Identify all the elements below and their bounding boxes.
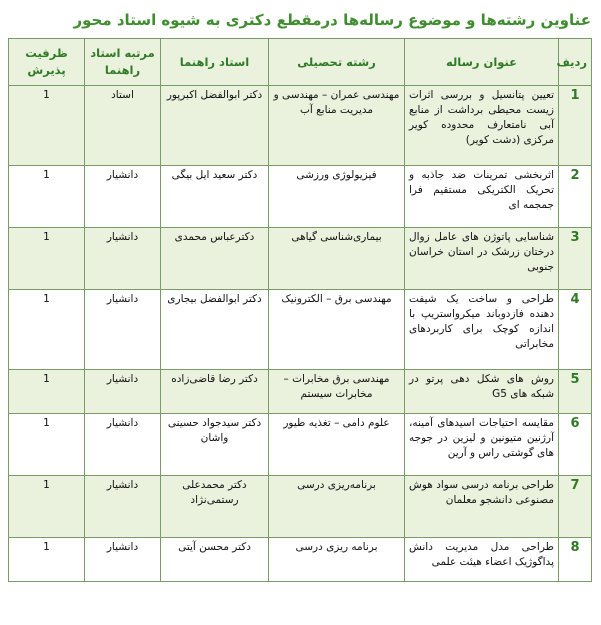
- header-thesis-title: عنوان رساله: [405, 39, 559, 86]
- capacity: 1: [9, 538, 85, 582]
- field-of-study: برنامه ریزی درسی: [269, 538, 405, 582]
- thesis-title: طراحی برنامه درسی سواد هوش مصنوعی دانشجو معلمان: [405, 476, 559, 538]
- table-row: [9, 86, 592, 166]
- header-advisor: استاد راهنما: [161, 39, 269, 86]
- header-field: رشته تحصیلی: [269, 39, 405, 86]
- advisor-name: دکتر رضا قاضی‌زاده: [161, 370, 269, 414]
- header-row-number: ردیف: [559, 39, 592, 86]
- header-advisor-rank: مرتبه استاد راهنما: [85, 39, 161, 86]
- table-row: [9, 166, 592, 228]
- advisor-rank: دانشیار: [85, 290, 161, 370]
- thesis-table: [8, 38, 592, 582]
- row-number: 4: [559, 290, 592, 370]
- advisor-name: دکتر سیدجواد حسینی واشان: [161, 414, 269, 476]
- table-row: [9, 290, 592, 370]
- table-row: [9, 476, 592, 538]
- row-number: 2: [559, 166, 592, 228]
- thesis-title: طراحی و ساخت یک شیفت دهنده فازدوباند میکرواستریپ با اندازه کوچک برای کاربردهای مخابراتی: [405, 290, 559, 370]
- row-number: 1: [559, 86, 592, 166]
- field-of-study: علوم دامی – تغذیه طیور: [269, 414, 405, 476]
- capacity: 1: [9, 414, 85, 476]
- capacity: 1: [9, 228, 85, 290]
- table-row: [9, 414, 592, 476]
- header-capacity: ظرفیت پذیرش: [9, 39, 85, 86]
- field-of-study: مهندسی برق – الکترونیک: [269, 290, 405, 370]
- table-row: [9, 538, 592, 582]
- capacity: 1: [9, 290, 85, 370]
- row-number: 7: [559, 476, 592, 538]
- advisor-rank: دانشیار: [85, 476, 161, 538]
- advisor-name: دکتر سعید ایل بیگی: [161, 166, 269, 228]
- table-header-row: [9, 39, 592, 86]
- advisor-rank: استاد: [85, 86, 161, 166]
- field-of-study: مهندسی برق مخابرات – مخابرات سیستم: [269, 370, 405, 414]
- page-title: عناوین رشته‌ها و موضوع رساله‌ها درمقطع دکتری به شیوه استاد محور: [73, 11, 591, 29]
- thesis-title: تعیین پتانسیل و بررسی اثرات زیست محیطی برداشت از منابع آبی نامتعارف محدوده کویر مرکزی (دشت کویر): [405, 86, 559, 166]
- capacity: 1: [9, 86, 85, 166]
- capacity: 1: [9, 476, 85, 538]
- advisor-rank: دانشیار: [85, 228, 161, 290]
- capacity: 1: [9, 166, 85, 228]
- field-of-study: مهندسی عمران – مهندسی و مدیریت منابع آب: [269, 86, 405, 166]
- advisor-name: دکترعباس محمدی: [161, 228, 269, 290]
- advisor-name: دکتر محمدعلی رستمی‌نژاد: [161, 476, 269, 538]
- capacity: 1: [9, 370, 85, 414]
- thesis-title: طراحی مدل مدیریت دانش پداگوژیک اعضاء هیئت علمی: [405, 538, 559, 582]
- advisor-rank: دانشیار: [85, 166, 161, 228]
- advisor-rank: دانشیار: [85, 538, 161, 582]
- thesis-title: شناسایی پاتوژن های عامل زوال درختان زرشک در استان خراسان جنوبی: [405, 228, 559, 290]
- advisor-rank: دانشیار: [85, 414, 161, 476]
- row-number: 5: [559, 370, 592, 414]
- table-row: [9, 370, 592, 414]
- field-of-study: برنامه‌ریزی درسی: [269, 476, 405, 538]
- table-row: [9, 228, 592, 290]
- advisor-name: دکتر محسن آیتی: [161, 538, 269, 582]
- field-of-study: بیماری‌شناسی گیاهی: [269, 228, 405, 290]
- thesis-title: اثربخشی تمرینات ضد جاذبه و تحریک الکتریکی مستقیم فرا جمجمه ای: [405, 166, 559, 228]
- advisor-name: دکتر ابوالفضل بیجاری: [161, 290, 269, 370]
- row-number: 3: [559, 228, 592, 290]
- advisor-name: دکتر ابوالفضل اکبرپور: [161, 86, 269, 166]
- thesis-title: مقایسه احتیاجات اسیدهای آمینه، آرژنین متیونین و لیزین در جوجه های گوشتی راس و آرین: [405, 414, 559, 476]
- row-number: 8: [559, 538, 592, 582]
- thesis-title: روش های شکل دهی پرتو در شبکه های G5: [405, 370, 559, 414]
- field-of-study: فیزیولوژی ورزشی: [269, 166, 405, 228]
- row-number: 6: [559, 414, 592, 476]
- advisor-rank: دانشیار: [85, 370, 161, 414]
